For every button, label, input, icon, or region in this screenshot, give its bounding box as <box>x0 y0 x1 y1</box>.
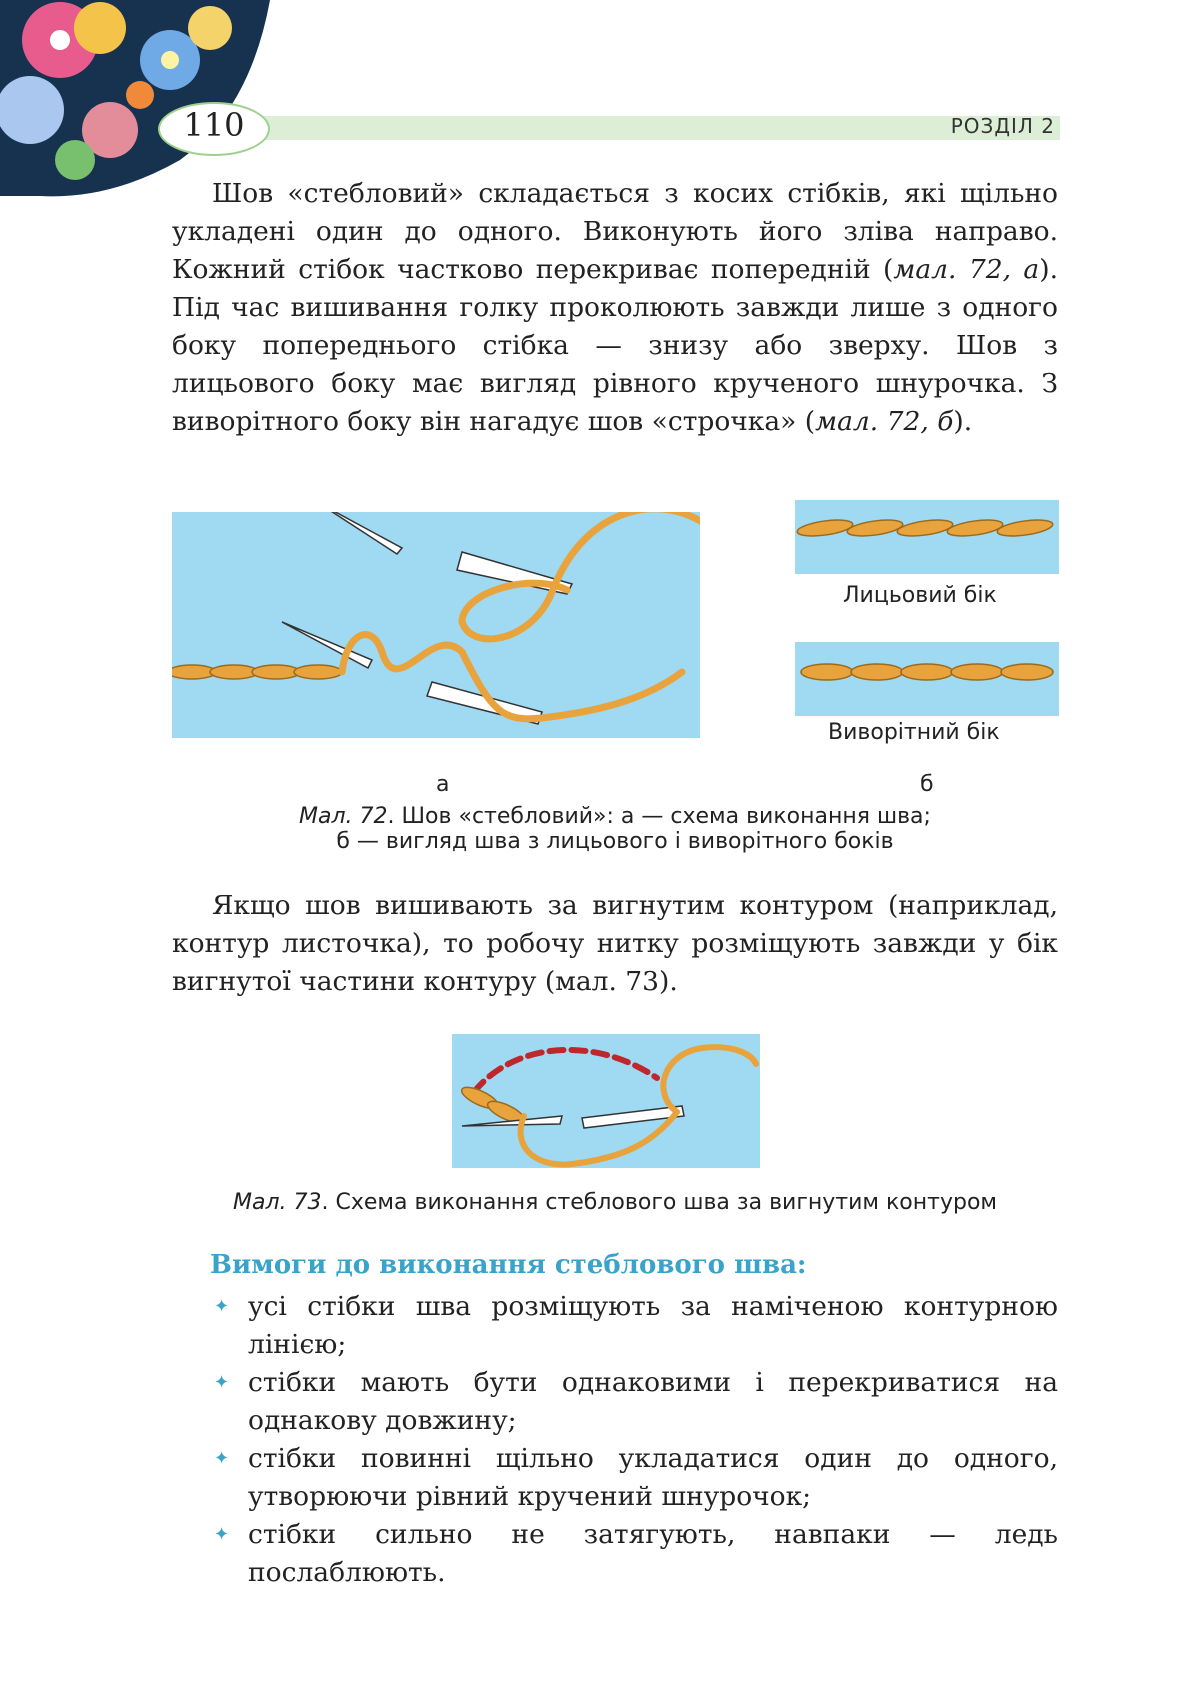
figure-72b-front-side <box>795 500 1059 574</box>
label-back-side: Виворітний бік <box>828 720 1000 745</box>
figure-letter-b: б <box>920 772 934 797</box>
requirements-title: Вимоги до виконання стеблового шва: <box>210 1250 807 1280</box>
list-item: ✦ стібки повинні щільно укладатися один до одного, утворюючи рівний кручений шнурочок; <box>212 1440 1058 1516</box>
figure-72-caption: Мал. 72. Шов «стебловий»: а — схема виконання шва; б — вигляд шва з лицьового і виворітного боків <box>299 804 931 854</box>
bullet-icon: ✦ <box>214 1448 230 1469</box>
header-bar <box>250 116 1060 140</box>
figure-73-caption: Мал. 73. Схема виконання стеблового шва за вигнутим контуром <box>233 1190 997 1215</box>
floral-corner-decoration <box>0 0 290 200</box>
page-number: 110 <box>183 106 245 144</box>
label-front-side: Лицьовий бік <box>843 583 997 608</box>
list-item: ✦ усі стібки шва розміщують за наміченою контурною лінією; <box>212 1288 1058 1364</box>
figure-letter-a: а <box>436 772 450 797</box>
figure-73-curved-contour-scheme <box>452 1034 760 1168</box>
bullet-icon: ✦ <box>214 1524 230 1545</box>
figure-72b-back-side <box>795 642 1059 716</box>
bullet-icon: ✦ <box>214 1296 230 1317</box>
curved-contour-paragraph: Якщо шов вишивають за вигнутим контуром (наприклад, контур листочка), то робочу нитку розміщують завжди у бік вигнутої частини контуру (мал. 73). <box>172 890 1058 997</box>
figure-ref: мал. 72, б <box>815 406 954 437</box>
figure-72a-stem-stitch-scheme <box>172 512 700 738</box>
section-label: РОЗДІЛ 2 <box>950 114 1055 138</box>
figure-ref: мал. 72, а <box>893 254 1040 285</box>
list-item: ✦ стібки мають бути однаковими і перекриватися на однакову довжину; <box>212 1364 1058 1440</box>
intro-paragraph: Шов «стебловий» складається з косих стібків, які щільно укладені один до одного. Виконують його зліва направо. Кожний стібок частково перекриває попередній (мал. 72, а). Під час вишивання голку проколюють завжди лише з одного боку попереднього стібка — знизу або зверху. Шов з лицьового боку має вигляд рівного крученого шнурочка. З виворітного боку він нагадує шов «строчка» (мал. 72, б). <box>172 178 1058 437</box>
bullet-icon: ✦ <box>214 1372 230 1393</box>
list-item: ✦ стібки сильно не затягують, навпаки — ледь послаблюють. <box>212 1516 1058 1592</box>
requirements-list <box>212 1288 1058 1592</box>
